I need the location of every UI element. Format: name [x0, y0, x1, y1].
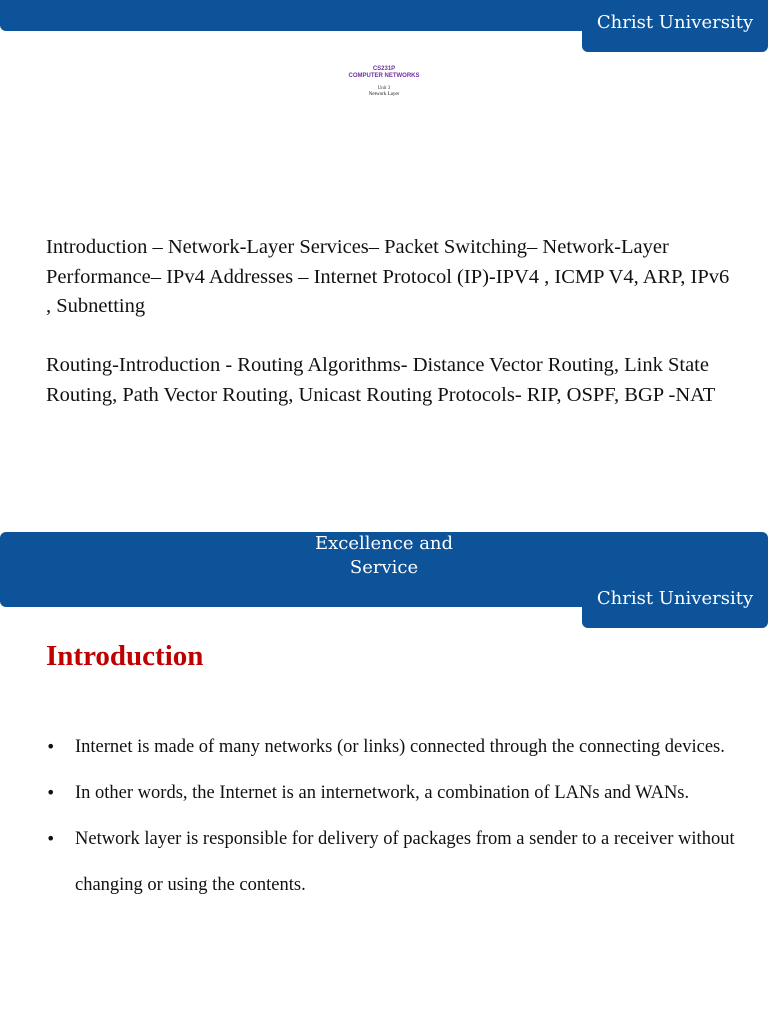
- bullet-list: [46, 724, 736, 908]
- bullet-text: In other words, the Internet is an internetwork, a combination of LANs and WANs.: [75, 783, 690, 803]
- list-item: [46, 724, 736, 770]
- university-name: Christ University: [596, 588, 754, 609]
- bullet-icon: •: [46, 829, 56, 848]
- bullet-icon: •: [46, 737, 56, 756]
- bullet-text: Internet is made of many networks (or links) connected through the connecting devices.: [75, 737, 725, 757]
- university-name: Christ University: [596, 12, 754, 33]
- slide-heading: Introduction: [46, 640, 204, 672]
- syllabus-paragraph-network-layer: Introduction – Network-Layer Services– Packet Switching– Network-Layer Performance– IPv4 Addresses – Internet Protocol (IP)-IPV4 , ICMP V4, ARP, IPv6 , Subnetting: [46, 236, 730, 317]
- university-tab: [582, 0, 768, 52]
- university-tab: [582, 576, 768, 628]
- bullet-text: Network layer is responsible for delivery of packages from a sender to a receiver without changing or using the contents.: [75, 829, 735, 895]
- unit-title: Network Layer: [368, 92, 400, 97]
- syllabus-paragraph-routing: Routing-Introduction - Routing Algorithms- Distance Vector Routing, Link State Routing, Path Vector Routing, Unicast Routing Protocols- RIP, OSPF, BGP -NAT: [46, 354, 716, 406]
- unit-number: Unit 3: [377, 86, 391, 91]
- course-title-block: [0, 66, 768, 98]
- course-code: CS231P: [372, 66, 396, 72]
- course-name: COMPUTER NETWORKS: [348, 73, 420, 79]
- list-item: [46, 816, 736, 908]
- slide-introduction: [0, 530, 768, 1024]
- list-item: [46, 770, 736, 816]
- bullet-icon: •: [46, 783, 56, 802]
- motto-text: Excellence and Service: [314, 533, 454, 578]
